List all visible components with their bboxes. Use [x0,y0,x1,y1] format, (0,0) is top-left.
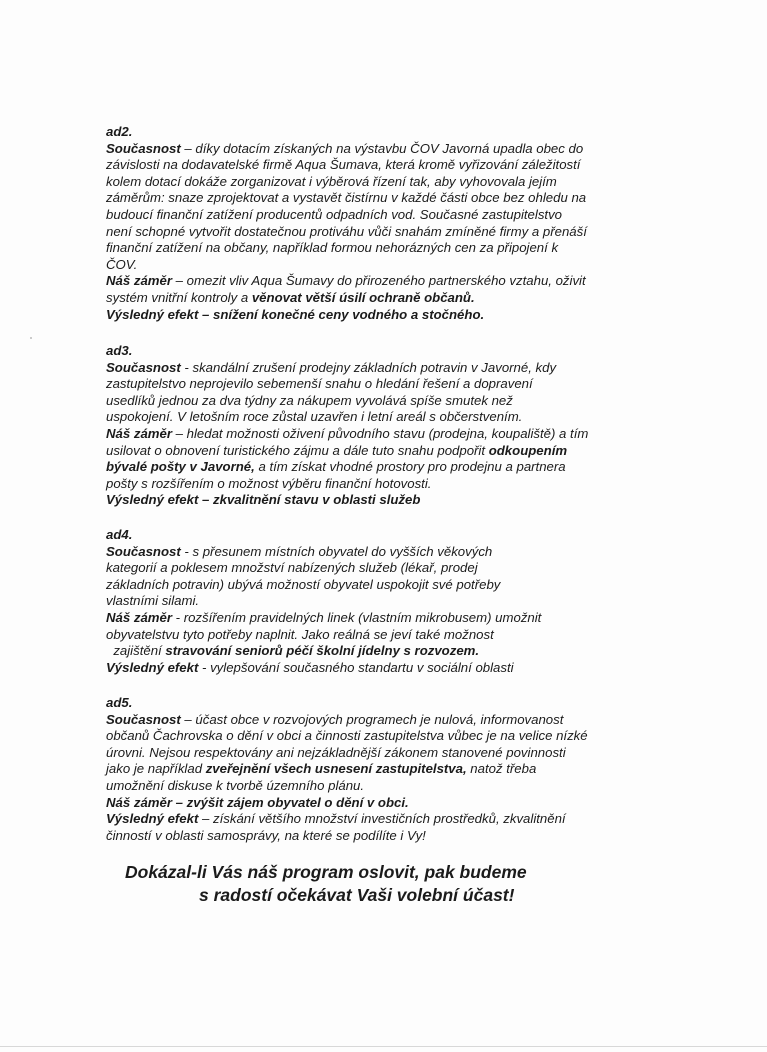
bold-text: Současnost [106,543,181,559]
text-line [106,761,666,778]
bold-text: Současnost [106,140,181,156]
text-line [106,610,666,627]
text-line [106,660,666,677]
bold-text: Současnost [106,359,181,375]
bold-text: Výsledný efekt – zkvalitnění stavu v oblasti služeb [106,492,421,508]
text-line [106,745,666,762]
bold-text: věnovat větší úsilí ochraně občanů. [251,289,475,305]
body-text: zastupitelstvo neprojevilo sebemenší snahu o hledání řešení a dopravení [106,376,533,392]
body-text: - skandální zrušení prodejny základních potravin v Javorné, kdy [180,359,557,375]
body-text: – omezit vliv Aqua Šumavy do přirozeného partnerského vztahu, oživit [171,273,586,289]
text-line [106,393,666,410]
text-line [106,492,666,509]
body-text: kategorií a poklesem množství nabízených služeb (lékař, prodej [106,560,478,576]
bold-text: odkoupením [488,442,568,458]
bold-text: Náš záměr [106,273,172,289]
section-heading: ad2. [106,124,133,139]
body-text: – účast obce v rozvojových programech je nulová, informovanost [180,711,564,727]
text-line [106,240,666,257]
section-ad3 [106,343,666,509]
bold-text: Současnost [106,711,181,727]
bold-text: Výsledný efekt [106,659,199,675]
text-line [106,712,666,729]
text-line [106,290,666,307]
closing-line-1: Dokázal-li Vás náš program oslovit, pak budeme [125,862,527,882]
text-line [106,593,666,610]
text-line [106,360,666,377]
scan-speck [30,337,32,339]
text-line [106,174,666,191]
bold-text: Náš záměr [106,609,172,625]
body-text: činností v oblasti samosprávy, na které se podílíte i Vy! [106,827,426,843]
body-text: základních potravin) ubývá možností obyvatel uspokojit své potřeby [106,576,501,592]
text-line [106,728,666,745]
page-bottom-edge [0,1046,767,1047]
bold-text: Výsledný efekt – snížení konečné ceny vodného a stočného. [106,306,485,322]
body-text: závislosti na dodavatelské firmě Aqua Šumava, která kromě vyřizování záležitostí [106,157,581,173]
text-line [106,828,666,845]
bold-text: bývalé pošty v Javorné, [106,459,255,475]
body-text: – hledat možnosti oživení původního stavu (prodejna, koupaliště) a tím [171,425,589,441]
body-text: zajištění [106,643,166,659]
section-ad4 [106,527,666,676]
text-line [106,224,666,241]
bold-text: Náš záměr [106,425,172,441]
section-ad5 [106,695,666,844]
text-line [106,560,666,577]
body-text: není schopné vytvořit dostatečnou protiváhu vůči snahám zmíněné firmy a přenáší [106,223,587,239]
body-text: - s přesunem místních obyvatel do vyšších věkových [180,543,493,559]
section-ad2 [106,124,666,323]
bold-text: zveřejnění všech usnesení zastupitelstva, [205,761,467,777]
body-text: záměrům: snaze zprojektovat a vystavět čistírnu v každé části obce bez ohledu na [106,190,587,206]
text-line [106,190,666,207]
body-text: systém vnitřní kontroly a [106,289,252,305]
body-text: umožnění diskuse k tvorbě územního plánu. [106,777,365,793]
body-text: a tím získat vhodné prostory pro prodejnu a partnera [254,459,566,475]
body-text: obyvatelstvu tyto potřeby naplnit. Jako reálná se jeví také možnost [106,626,494,642]
text-line [106,811,666,828]
closing-line-2: s radostí očekávat Vaši volební účast! [199,885,515,905]
bold-text: Náš záměr – zvýšit zájem obyvatel o dění v obci. [106,794,409,810]
body-text: - rozšířením pravidelných linek (vlastním mikrobusem) umožnit [171,609,542,625]
body-text: usedlíků jednou za dva týdny za nákupem vyvolává spíše smutek než [106,392,513,408]
text-line [106,426,666,443]
text-line [106,795,666,812]
body-text: vlastními silami. [106,593,200,609]
text-line [106,257,666,274]
text-line [106,141,666,158]
body-text: občanů Čachrovska o dění v obci a činnosti zastupitelstva vůbec je na velice nízké [106,728,588,744]
body-text: natož třeba [466,761,537,777]
body-text: - vylepšování současného standartu v sociální oblasti [198,659,514,675]
text-line [106,409,666,426]
body-text: usilovat o obnovení turistického zájmu a dále tuto snahu podpořit [106,442,489,458]
text-line [106,778,666,795]
section-heading: ad4. [106,527,133,542]
bold-text: Výsledný efekt [106,811,199,827]
bold-text: stravování seniorů péčí školní jídelny s rozvozem. [165,643,480,659]
body-text: – získání většího množství investičních prostředků, zkvalitnění [198,811,566,827]
text-line [106,207,666,224]
text-line [106,643,666,660]
body-text: finanční zatížení na občany, například formou nehorázných cen za připojení k [106,240,559,256]
text-line [106,476,666,493]
section-heading: ad5. [106,695,133,710]
text-line [106,627,666,644]
body-text: uspokojení. V letošním roce zůstal uzavřen i letní areál s občerstvením. [106,409,523,425]
body-text: pošty s rozšířením o možnost výběru finanční hotovosti. [106,475,432,491]
text-line [106,157,666,174]
text-line [106,376,666,393]
section-heading: ad3. [106,343,133,358]
body-text: – díky dotacím získaných na výstavbu ČOV Javorná upadla obec do [180,140,584,156]
text-line [106,459,666,476]
text-line [106,307,666,324]
text-line [106,544,666,561]
text-line [106,273,666,290]
text-line [106,577,666,594]
body-text: budoucí finanční zatížení producentů odpadních vod. Současné zastupitelstvo [106,206,563,222]
body-text: kolem dotací dokáže zorganizovat i výběrová řízení tak, aby vyhovovala jejím [106,173,557,189]
body-text: ČOV. [106,256,138,272]
body-text: jako je například [106,761,206,777]
text-line [106,443,666,460]
body-text: úrovni. Nejsou respektovány ani nejzákladnější zákonem stanovené povinnosti [106,744,566,760]
